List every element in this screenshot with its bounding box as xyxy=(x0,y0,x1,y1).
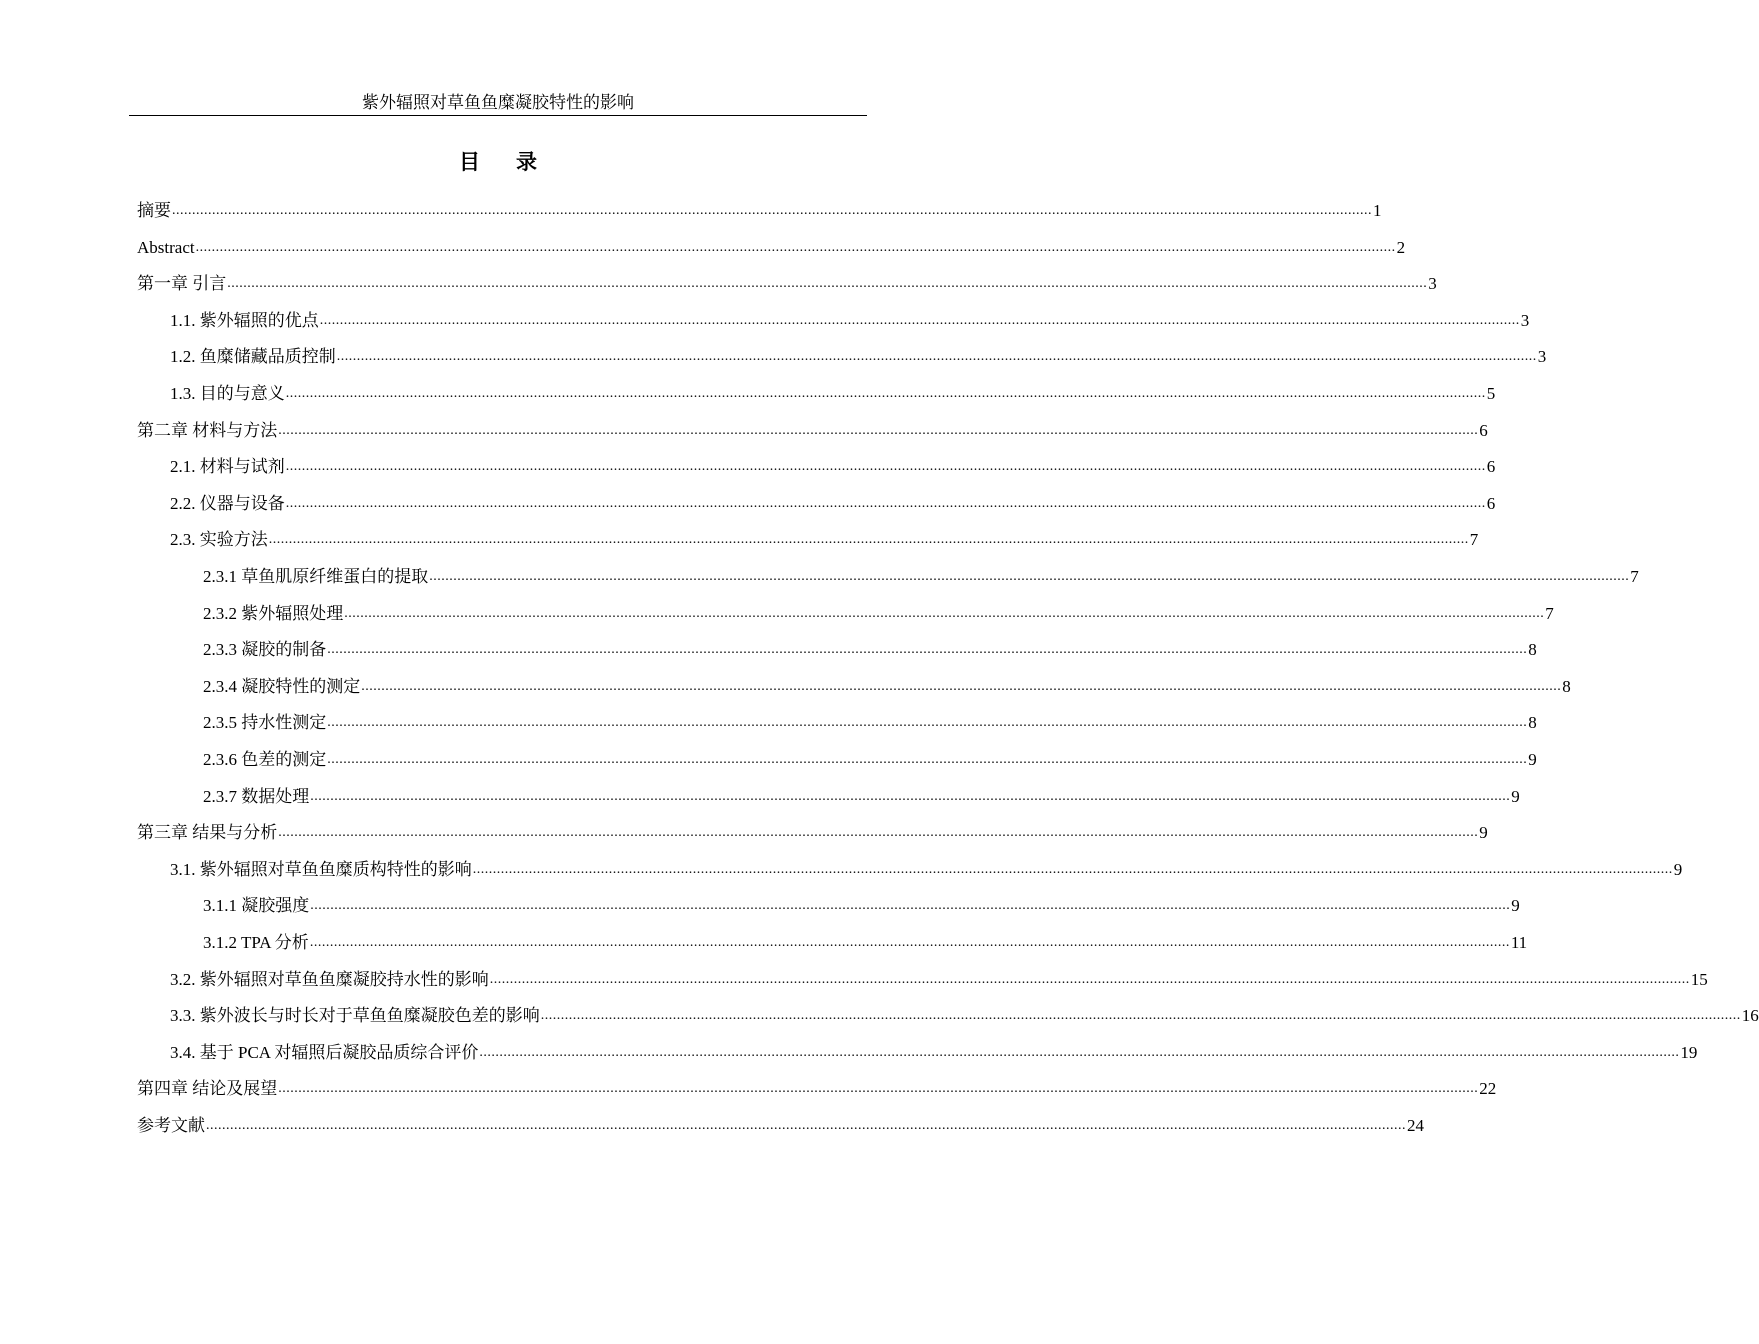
toc-entry-label: 2.3.6 色差的测定 xyxy=(203,750,327,769)
toc-entry-label: 第一章 引言 xyxy=(137,274,227,294)
toc-entry-page-number: 2 xyxy=(1396,237,1406,257)
toc-entry[interactable] xyxy=(137,1078,1497,1100)
dot-leader: ............................................................................................................................................................................................................................................................................................................ xyxy=(278,825,1479,841)
toc-entry-label: 3.1.1 凝胶强度 xyxy=(203,896,310,916)
toc-entry-label: 2.3.4 凝胶特性的测定 xyxy=(203,676,361,696)
toc-entry-label: 参考文献 xyxy=(137,1116,205,1135)
dot-leader: ............................................................................................................................................................................................................................................................................................................ xyxy=(540,1008,1741,1024)
dot-leader: ............................................................................................................................................................................................................................................................................................................ xyxy=(278,422,1479,438)
toc-entry[interactable] xyxy=(170,1005,1759,1027)
toc-entry-page-number: 8 xyxy=(1528,640,1537,660)
toc-entry-page-number: 15 xyxy=(1690,969,1708,989)
toc-entry[interactable] xyxy=(170,493,1496,515)
toc-entry-label: 1.2. 鱼糜储藏品质控制 xyxy=(170,347,336,367)
toc-entry[interactable] xyxy=(203,786,1520,808)
dot-leader: ............................................................................................................................................................................................................................................................................................................ xyxy=(285,495,1486,511)
running-header-title: 紫外辐照对草鱼鱼糜凝胶特性的影响 xyxy=(362,93,634,112)
toc-entry-page-number: 9 xyxy=(1511,786,1520,806)
dot-leader: ............................................................................................................................................................................................................................................................................................................ xyxy=(227,276,1428,292)
toc-entry-label: 2.3. 实验方法 xyxy=(170,530,268,550)
toc-entry-page-number: 3 xyxy=(1520,310,1530,330)
toc-entry-label: 摘要 xyxy=(137,201,171,220)
toc-entry[interactable] xyxy=(203,676,1571,698)
toc-entry-label: 3.2. 紫外辐照对草鱼鱼糜凝胶持水性的影响 xyxy=(170,969,489,989)
toc-entry[interactable] xyxy=(137,273,1437,295)
toc-entry-page-number: 22 xyxy=(1479,1079,1497,1099)
toc-entry[interactable] xyxy=(170,456,1496,478)
toc-entry-label: 2.3.2 紫外辐照处理 xyxy=(203,603,344,623)
toc-entry-page-number: 6 xyxy=(1479,420,1488,440)
toc-entry[interactable] xyxy=(170,859,1683,881)
toc-entry-label: Abstract xyxy=(137,237,195,257)
dot-leader: ............................................................................................................................................................................................................................................................................................................ xyxy=(472,861,1673,877)
toc-entry-page-number: 7 xyxy=(1469,530,1479,550)
toc-entry-page-number: 1 xyxy=(1373,201,1382,220)
toc-entry-page-number: 8 xyxy=(1562,676,1571,696)
toc-entry[interactable] xyxy=(203,603,1554,625)
dot-leader: ............................................................................................................................................................................................................................................................................................................ xyxy=(327,642,1528,658)
dot-leader: ............................................................................................................................................................................................................................................................................................................ xyxy=(278,1081,1479,1097)
toc-entry[interactable] xyxy=(203,749,1537,771)
dot-leader: ............................................................................................................................................................................................................................................................................................................ xyxy=(344,605,1545,621)
toc-entry-page-number: 6 xyxy=(1486,493,1496,513)
dot-leader: ............................................................................................................................................................................................................................................................................................................ xyxy=(195,239,1396,255)
toc-entry-page-number: 24 xyxy=(1407,1116,1424,1135)
dot-leader: ............................................................................................................................................................................................................................................................................................................ xyxy=(285,386,1486,401)
toc-entry-page-number: 7 xyxy=(1545,603,1554,623)
toc-entry[interactable] xyxy=(137,1115,1424,1137)
toc-entry-page-number: 3 xyxy=(1537,347,1547,367)
toc-entry-label: 第三章 结果与分析 xyxy=(137,823,278,843)
dot-leader: ............................................................................................................................................................................................................................................................................................................ xyxy=(285,459,1486,475)
toc-entry-page-number: 8 xyxy=(1528,713,1537,733)
toc-entry-label: 3.4. 基于 PCA 对辐照后凝胶品质综合评价 xyxy=(170,1042,479,1062)
toc-entry-page-number: 16 xyxy=(1741,1006,1759,1026)
toc-entry-page-number: 11 xyxy=(1510,933,1528,952)
dot-leader: ............................................................................................................................................................................................................................................................................................................ xyxy=(361,678,1562,694)
toc-entry[interactable] xyxy=(203,932,1528,954)
toc-entry[interactable] xyxy=(203,895,1520,917)
toc-entry[interactable] xyxy=(170,310,1530,332)
dot-leader: ............................................................................................................................................................................................................................................................................................................ xyxy=(327,752,1528,767)
toc-entry-page-number: 19 xyxy=(1680,1042,1698,1062)
dot-leader: ............................................................................................................................................................................................................................................................................................................ xyxy=(206,1118,1406,1133)
toc-entry[interactable] xyxy=(170,969,1708,991)
toc-entry-page-number: 9 xyxy=(1673,859,1683,879)
dot-leader: ............................................................................................................................................................................................................................................................................................................ xyxy=(489,971,1690,987)
toc-entry[interactable] xyxy=(170,346,1547,368)
toc-entry-label: 2.3.7 数据处理 xyxy=(203,786,310,806)
dot-leader: ............................................................................................................................................................................................................................................................................................................ xyxy=(429,569,1630,584)
dot-leader: ............................................................................................................................................................................................................................................................................................................ xyxy=(310,898,1511,914)
toc-entry-page-number: 7 xyxy=(1630,567,1639,586)
toc-entry-label: 2.3.1 草鱼肌原纤维蛋白的提取 xyxy=(203,567,429,586)
toc-entry[interactable] xyxy=(137,822,1488,844)
dot-leader: ............................................................................................................................................................................................................................................................................................................ xyxy=(309,935,1510,950)
dot-leader: ............................................................................................................................................................................................................................................................................................................ xyxy=(327,715,1528,731)
toc-entry[interactable] xyxy=(203,566,1639,588)
toc-entry[interactable] xyxy=(137,420,1488,442)
toc-entry-label: 第二章 材料与方法 xyxy=(137,420,278,440)
dot-leader: ............................................................................................................................................................................................................................................................................................................ xyxy=(172,203,1372,218)
toc-entry[interactable] xyxy=(137,237,1406,259)
toc-entry[interactable] xyxy=(170,1042,1698,1064)
header-rule xyxy=(129,115,867,116)
toc-entry-page-number: 9 xyxy=(1511,896,1520,916)
toc-entry-label: 3.1.2 TPA 分析 xyxy=(203,933,309,952)
dot-leader: ............................................................................................................................................................................................................................................................................................................ xyxy=(336,349,1537,365)
toc-entry[interactable] xyxy=(137,200,1382,222)
toc-entry-page-number: 5 xyxy=(1486,384,1496,403)
toc-entry-label: 2.3.5 持水性测定 xyxy=(203,713,327,733)
toc-entry-label: 2.3.3 凝胶的制备 xyxy=(203,640,327,660)
toc-entry-label: 1.1. 紫外辐照的优点 xyxy=(170,310,319,330)
toc-entry-label: 第四章 结论及展望 xyxy=(137,1079,278,1099)
dot-leader: ............................................................................................................................................................................................................................................................................................................ xyxy=(268,532,1469,548)
toc-entry-page-number: 3 xyxy=(1428,274,1437,294)
toc-entry[interactable] xyxy=(170,383,1496,405)
toc-entry-label: 1.3. 目的与意义 xyxy=(170,384,285,403)
toc-entry-label: 2.2. 仪器与设备 xyxy=(170,493,285,513)
toc-entry-page-number: 6 xyxy=(1486,457,1496,477)
toc-entry-page-number: 9 xyxy=(1528,750,1537,769)
toc-entry-label: 3.3. 紫外波长与时长对于草鱼鱼糜凝胶色差的影响 xyxy=(170,1006,540,1026)
dot-leader: ............................................................................................................................................................................................................................................................................................................ xyxy=(319,312,1520,328)
toc-title: 目录 xyxy=(459,150,573,174)
toc-entry-label: 2.1. 材料与试剂 xyxy=(170,457,285,477)
toc-entry[interactable] xyxy=(203,712,1537,734)
toc-entry-page-number: 9 xyxy=(1479,823,1488,843)
toc-entry[interactable] xyxy=(203,639,1537,661)
toc-entry-label: 3.1. 紫外辐照对草鱼鱼糜质构特性的影响 xyxy=(170,859,472,879)
toc-entry[interactable] xyxy=(170,529,1479,551)
dot-leader: ............................................................................................................................................................................................................................................................................................................ xyxy=(310,788,1511,804)
dot-leader: ............................................................................................................................................................................................................................................................................................................ xyxy=(479,1044,1680,1060)
